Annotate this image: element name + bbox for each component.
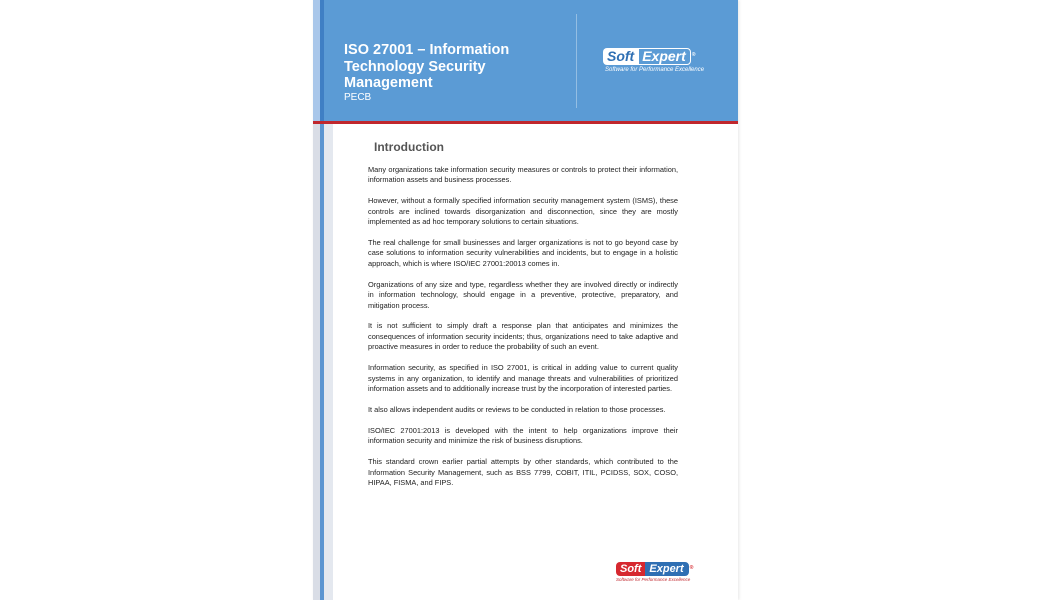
logo-soft-text: Soft [616, 562, 645, 576]
document-title: ISO 27001 – Information Technology Security Management [344, 42, 510, 91]
logo-wordmark [603, 48, 704, 65]
softexpert-logo-header [603, 48, 704, 73]
logo-expert-text: Expert [645, 562, 688, 576]
paragraph: Many organizations take information security measures or controls to protect their information, information assets and business processes. [368, 165, 678, 185]
document-page [313, 0, 738, 600]
paragraph: Organizations of any size and type, regardless whether they are involved directly or indirectly in information technology, should engage in a preventive, protective, preparatory, and mitigation process. [368, 279, 678, 310]
logo-expert-text: Expert [638, 48, 691, 65]
registered-mark: ® [689, 565, 694, 571]
logo-tagline: Software for Performance Excellence [616, 577, 691, 582]
banner-divider [576, 14, 577, 108]
header-banner [313, 0, 738, 122]
body-text [368, 165, 678, 499]
paragraph: It also allows independent audits or reviews to be conducted in relation to those processes. [368, 404, 666, 414]
paragraph: This standard crown earlier partial attempts by other standards, which contributed to the Information Security Management, such as BSS 7799, COBIT, ITIL, PCIDSS, SOX, COSO, HIPAA, FISMA, and FIPS. [368, 457, 678, 487]
logo-tagline: Software for Performance Excellence [605, 67, 705, 73]
softexpert-logo-footer [616, 562, 693, 582]
paragraph: Information security, as specified in ISO 27001, is critical in adding value to current quality systems in any organization, to identify and manage threats and vulnerabilities of prioritized information assets and to additionally increase trust by the incorporation of interested parties. [368, 363, 678, 393]
section-heading: Introduction [374, 140, 444, 154]
logo-wordmark [616, 562, 693, 576]
paragraph: ISO/IEC 27001:2013 is developed with the intent to help organizations improve their information security and minimize the risk of business disruptions. [368, 425, 678, 446]
logo-soft-text: Soft [603, 48, 638, 65]
header-red-rule [313, 121, 738, 124]
paragraph: However, without a formally specified information security management system (ISMS), these controls are inclined towards disorganization and disconnection, since they are mostly implemented as ad hoc temporary solutions to certain situations. [368, 196, 678, 227]
paragraph: The real challenge for small businesses and larger organizations is not to go beyond case by case solutions to information security vulnerabilities and incidents, but to engage in a holistic approach, which is where ISO/IEC 27001:20013 comes in. [368, 238, 678, 268]
banner-side-stripe [313, 0, 333, 122]
registered-mark: ® [691, 52, 696, 58]
paragraph: It is not sufficient to simply draft a response plan that anticipates and minimizes the consequences of information security incidents; thus, organizations need to take adaptive and proactive measures in order to reduce the probability of such an event. [368, 321, 678, 352]
document-subtitle: PECB [344, 92, 372, 103]
